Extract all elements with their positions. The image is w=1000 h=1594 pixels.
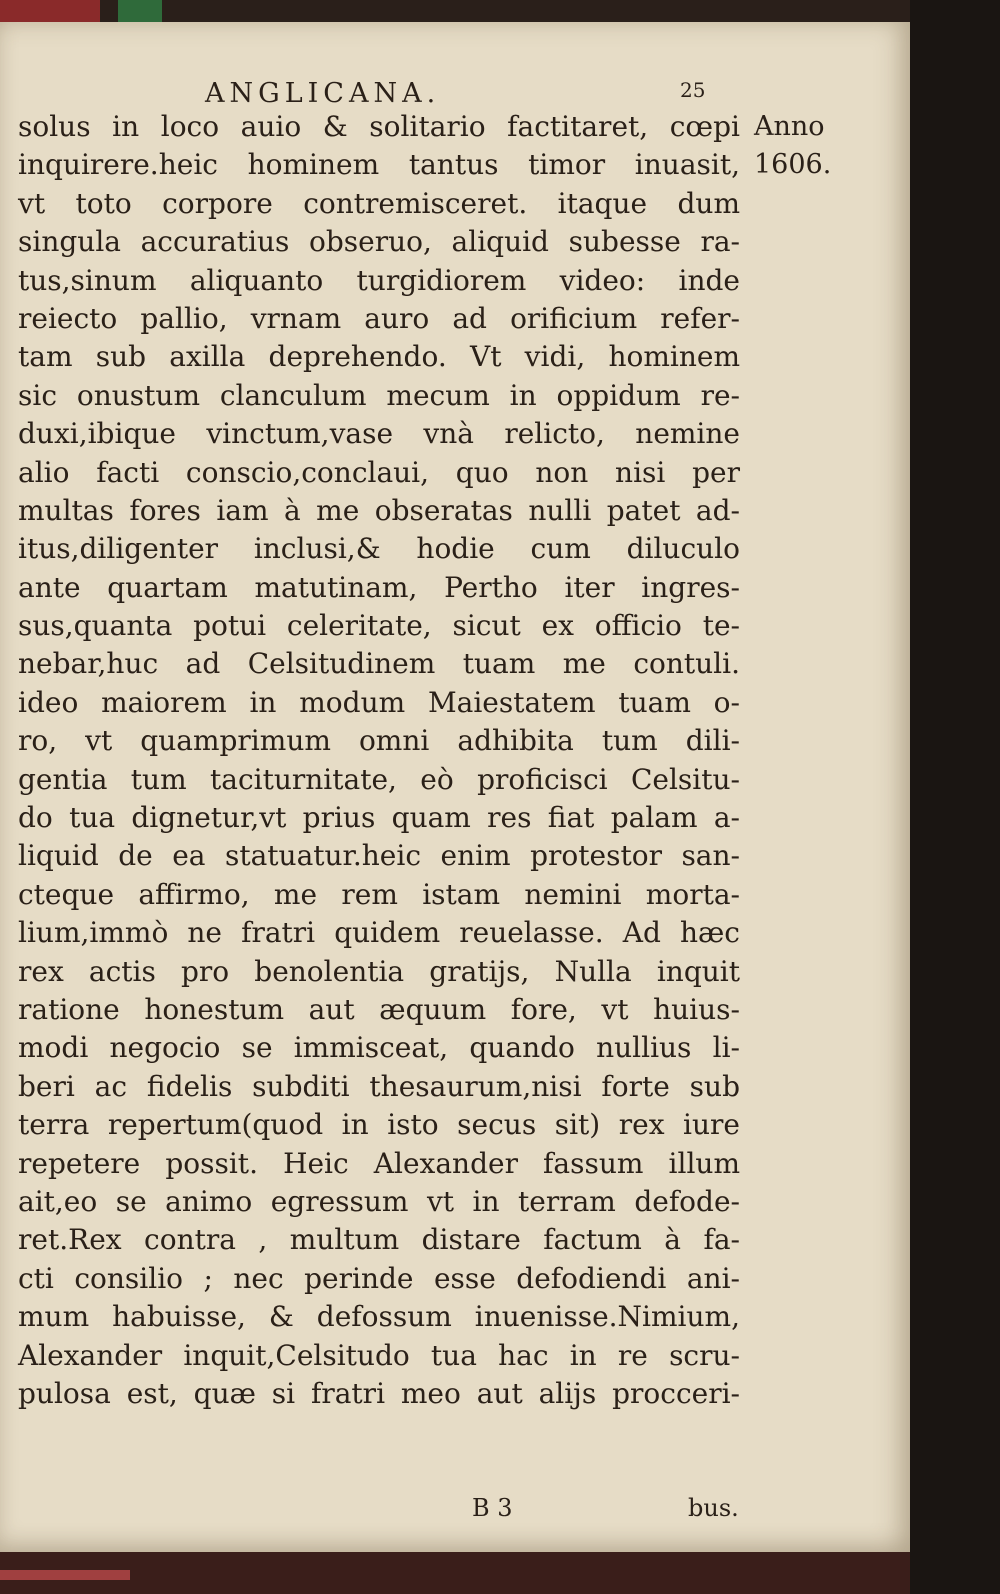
text-line: cteque affirmo, me rem istam nemini morta- [18,877,740,911]
text-line: beri ac fidelis subditi thesaurum,nisi forte sub [18,1069,740,1103]
margin-note [754,108,874,184]
catchword: bus. [688,1494,739,1522]
text-line: nebar,huc ad Celsitudinem tuam me contuli. [18,647,740,681]
text-line: ait,eo se animo egressum vt in terram defode- [18,1184,740,1218]
text-line: rex actis pro benolentia gratijs, Nulla inquit [18,954,740,988]
text-line: modi negocio se immisceat, quando nullius li- [18,1031,740,1065]
text-line: ro, vt quamprimum omni adhibita tum dili- [18,724,740,758]
text-line: terra repertum(quod in isto secus sit) rex iure [18,1108,740,1142]
text-line: solus in loco auio & solitario factitaret, cœpi [18,110,740,143]
text-line: lium,immò ne fratri quidem reuelasse. Ad hæc [18,916,740,950]
text-line: sic onustum clanculum mecum in oppidum re- [18,378,740,412]
text-line: alio facti conscio,conclaui, quo non nisi per [18,455,740,489]
text-line: gentia tum taciturnitate, eò proficisci Celsitu- [18,762,740,796]
text-line: singula accuratius obseruo, aliquid subesse ra- [18,225,740,259]
top-edge [0,0,910,22]
text-line: vt toto corpore contremisceret. itaque dum [18,186,740,220]
text-line: ideo maiorem in modum Maiestatem tuam o- [18,685,740,719]
text-line: ante quartam matutinam, Pertho iter ingres- [18,570,740,604]
text-line: reiecto pallio, vrnam auro ad orificium refer- [18,301,740,335]
text-line: inquirere.heic hominem tantus timor inuasit, [18,148,740,182]
text-line: cti consilio ; nec perinde esse defodiendi ani- [18,1261,740,1295]
text-line: do tua dignetur,vt prius quam res fiat palam a- [18,801,740,835]
text-line: pulosa est, quæ si fratri meo aut alijs procceri- [18,1376,740,1410]
running-title: ANGLICANA. [205,78,441,109]
binding-edge-red [0,0,100,22]
text-line: liquid de ea statuatur.heic enim protestor san- [18,839,740,873]
bottom-edge [0,1552,910,1594]
page-number: 25 [680,78,706,102]
text-line: mum habuisse, & defossum inuenisse.Nimium, [18,1300,740,1334]
text-line: Alexander inquit,Celsitudo tua hac in re scru- [18,1338,740,1372]
signature-mark: B 3 [472,1494,513,1522]
text-line: ret.Rex contra , multum distare factum à fa- [18,1223,740,1257]
body-text [18,108,740,1413]
text-line: sus,quanta potui celeritate, sicut ex officio te- [18,609,740,643]
margin-note-year: 1606. [754,149,832,180]
text-line: repetere possit. Heic Alexander fassum illum [18,1146,740,1180]
text-line: tus,sinum aliquanto turgidiorem video: inde [18,263,740,297]
text-line: tam sub axilla deprehendo. Vt vidi, hominem [18,340,740,374]
text-line: ratione honestum aut æquum fore, vt huius- [18,992,740,1026]
text-line: itus,diligenter inclusi,& hodie cum diluculo [18,532,740,566]
text-line: duxi,ibique vinctum,vase vnà relicto, nemine [18,417,740,451]
text-line: multas fores iam à me obseratas nulli patet ad- [18,493,740,527]
margin-note-label: Anno [754,111,825,142]
bottom-binding-red [0,1570,130,1580]
